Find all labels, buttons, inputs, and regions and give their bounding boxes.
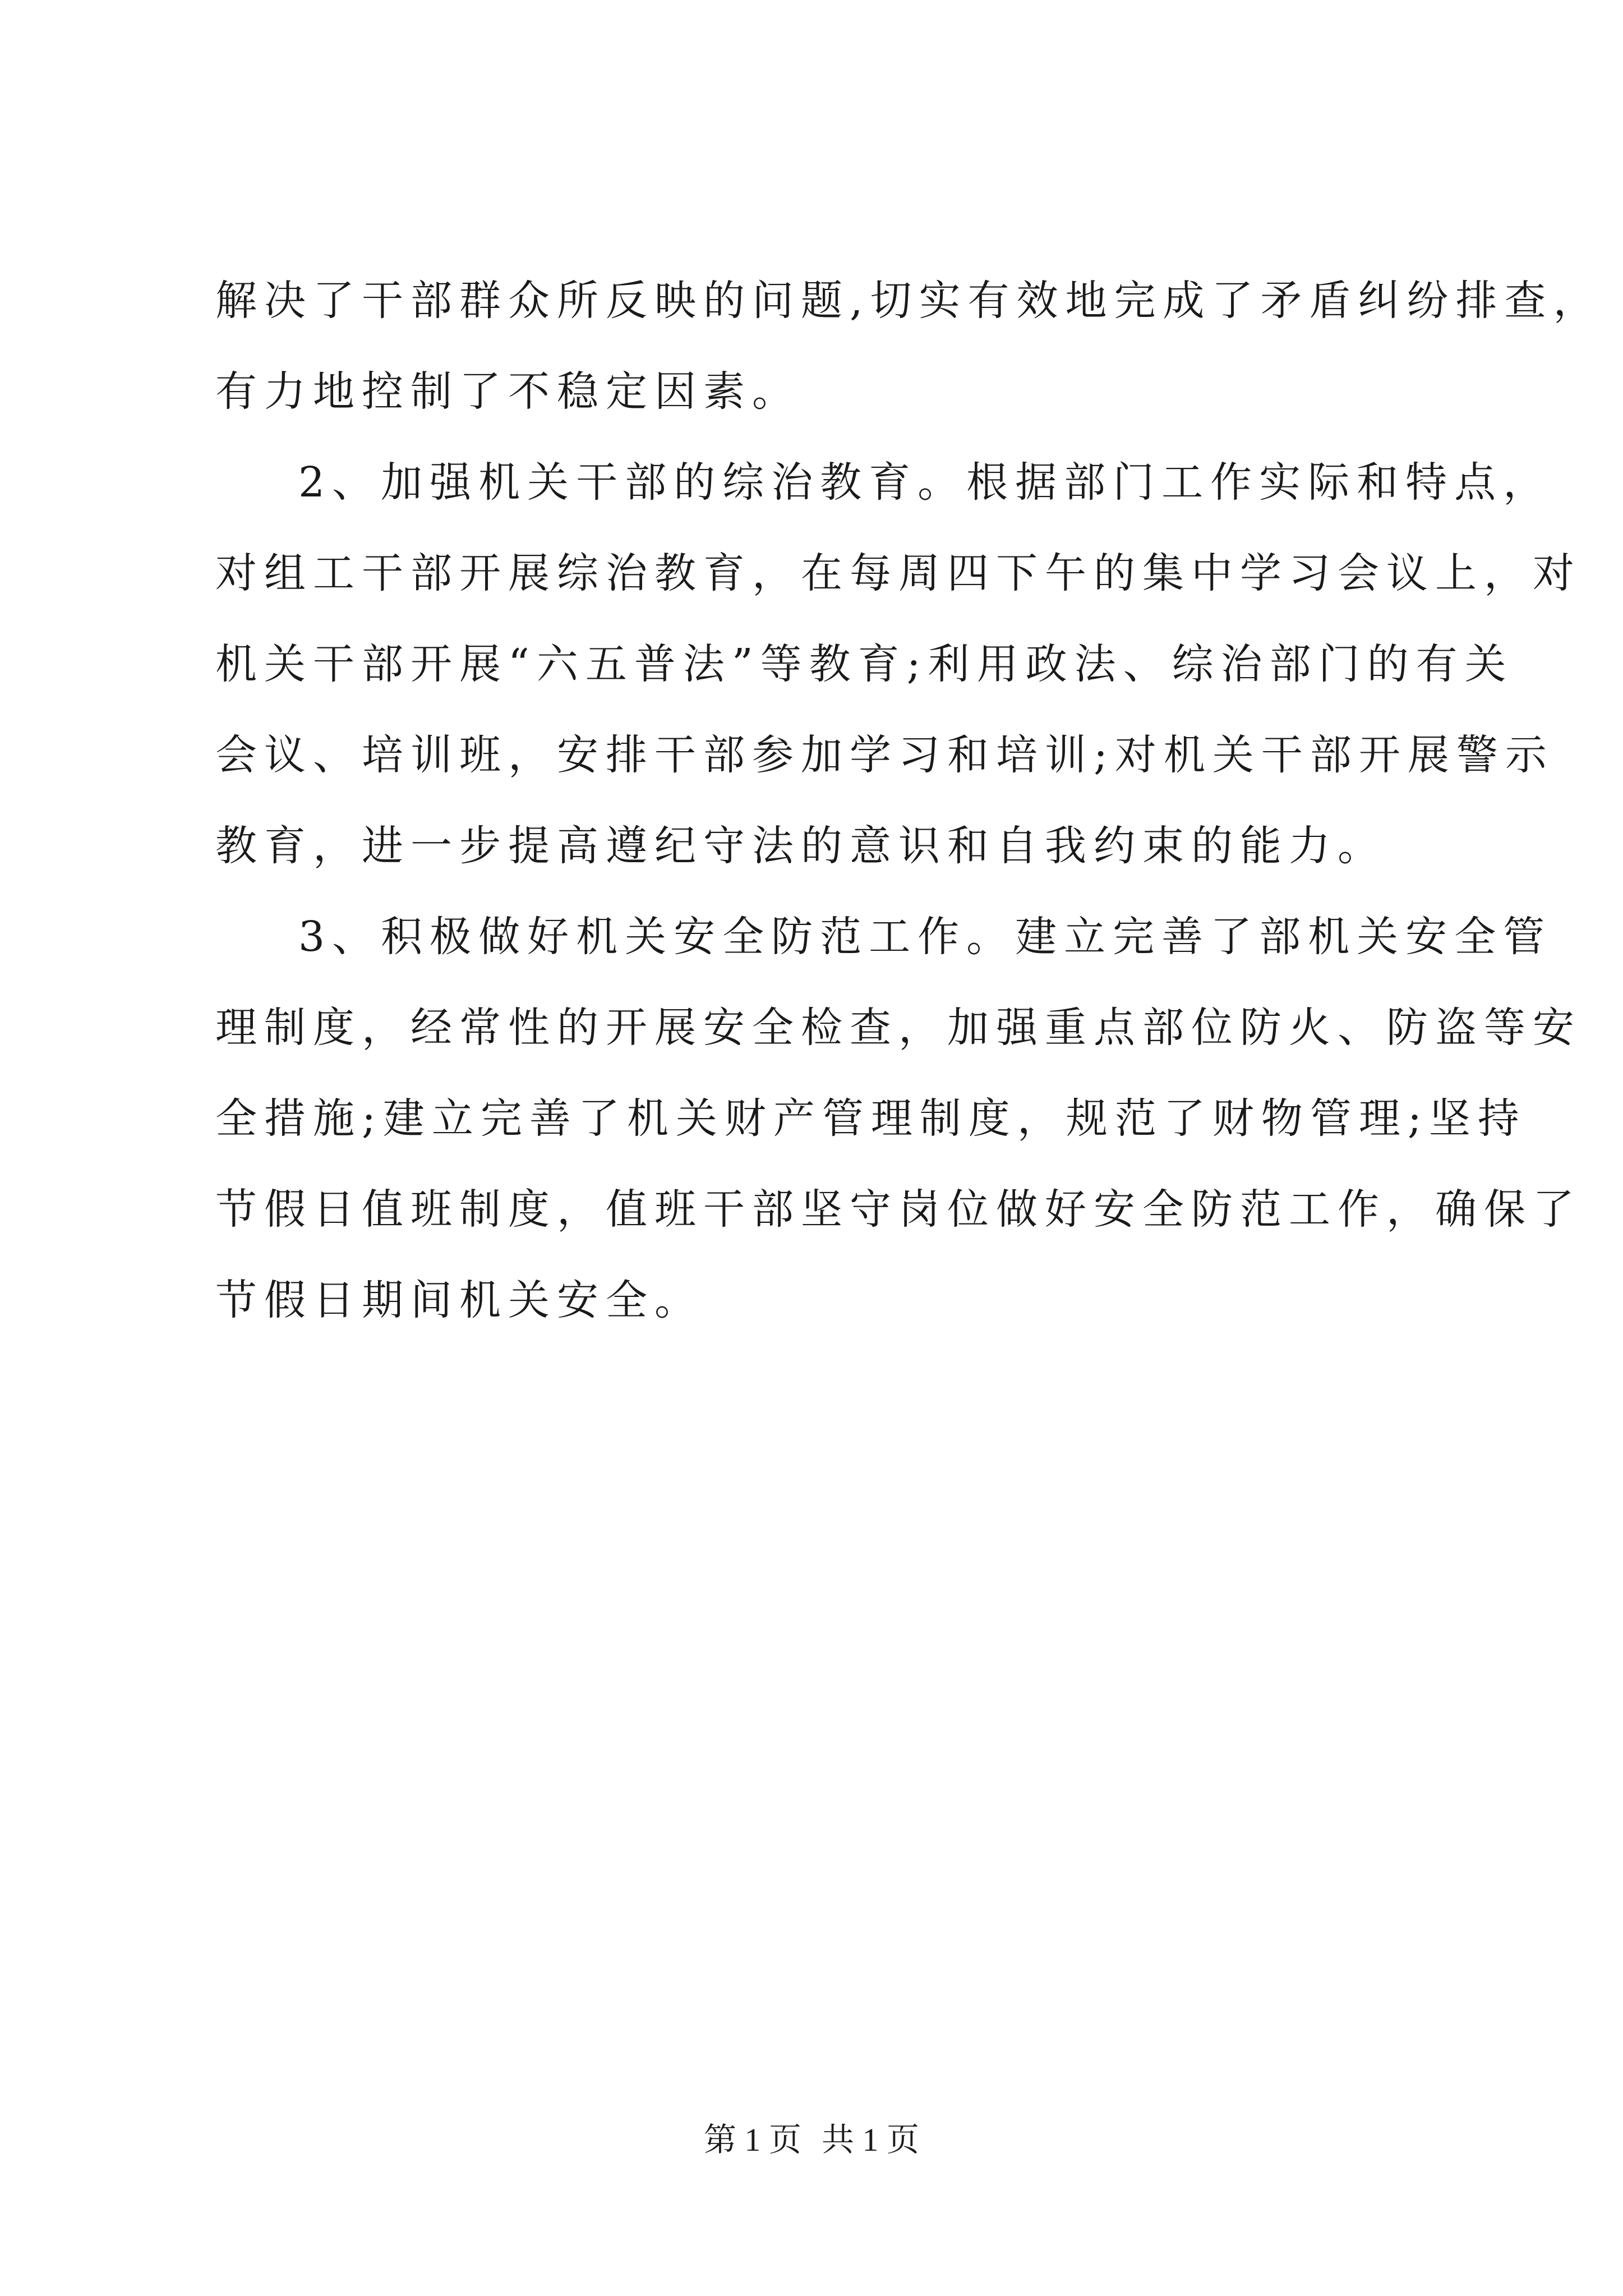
document-body: [215, 255, 1602, 1346]
paragraph-line: 教育，进一步提高遵纪守法的意识和自我约束的能力。: [215, 822, 1386, 870]
paragraph-line: 3、积极做好机关安全防范工作。建立完善了部机关安全管: [298, 913, 1552, 961]
paragraph-line: 节假日值班制度，值班干部坚守岗位做好安全防范工作，确保了: [215, 1185, 1581, 1234]
page-number: 第 1 页: [703, 2122, 801, 2158]
paragraph-line: 机关干部开展“六五普法”等教育;利用政法、综治部门的有关: [215, 640, 1514, 688]
paragraph-line: 节假日期间机关安全。: [215, 1276, 703, 1324]
page-total: 共 1 页: [822, 2122, 920, 2158]
paragraph-line: 解决了干部群众所反映的问题,切实有效地完成了矛盾纠纷排查，: [215, 277, 1602, 325]
paragraph-line: 有力地控制了不稳定因素。: [215, 367, 801, 416]
paragraph-line: 全措施;建立完善了机关财产管理制度，规范了财物管理;坚持: [215, 1094, 1527, 1143]
paragraph-line: 2、加强机关干部的综治教育。根据部门工作实际和特点，: [298, 458, 1552, 507]
paragraph-line: 对组工干部开展综治教育，在每周四下午的集中学习会议上，对: [215, 549, 1581, 597]
paragraph-line: 理制度，经常性的开展安全检查，加强重点部位防火、防盗等安: [215, 1004, 1581, 1052]
paragraph-line: 会议、培训班，安排干部参加学习和培训;对机关干部开展警示: [215, 731, 1554, 779]
page-footer: [0, 2118, 1623, 2162]
